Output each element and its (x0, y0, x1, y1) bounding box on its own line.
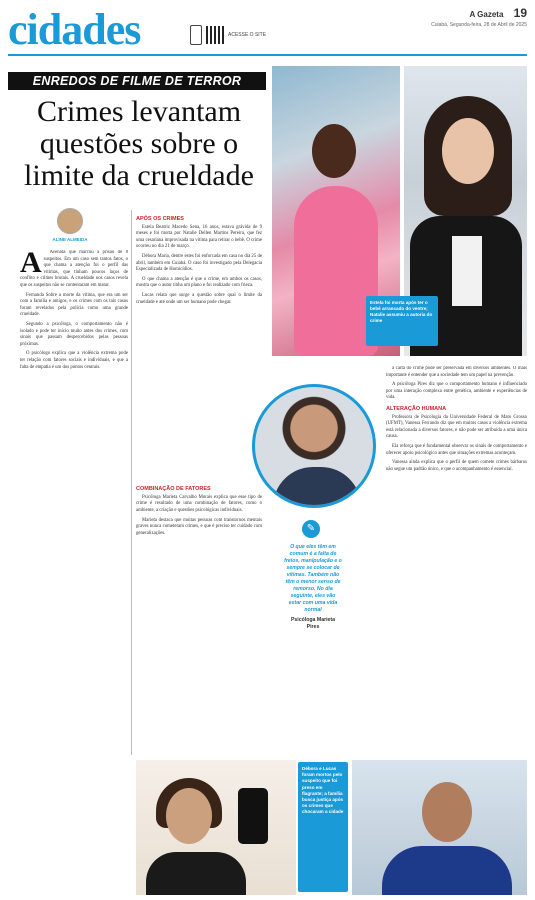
author-name: ALINE ALMEIDA (52, 237, 88, 242)
col1-p1: Avenida que marcou a prisão de 8 suspeitos. Em um caso sem tantos fatos, o que chama a atenção foi o perfil das vítimas, que tinham poucos laços de conflito e crimes brutais. A crueldade nos casos revela que os suspeitos não se contentaram em matar. (20, 250, 128, 288)
headline: Crimes levantam questões sobre o limite da crueldade (24, 95, 254, 192)
photo-figure-shirt (146, 852, 246, 895)
subhead-1: APÓS OS CRIMES (136, 216, 184, 222)
column-divider (131, 210, 132, 755)
col1-p4: O psicólogo explica que a violência extrema pode ter relação com fatores sociais e individuais, e que a falta de empatia é um dos pontos centrais. (20, 351, 128, 370)
col2-p2: Débora Maria, dentre estes foi enforcada em casa no dia 25 de abril, também em Cuiabá. O caso foi investigado pela Delegacia Especializada de Homicídios. (136, 253, 262, 273)
portrait-shirt (273, 467, 361, 508)
pull-quote (284, 544, 342, 631)
col1-p2: Fernanda Sobre a morte da vítima, que era um ser com a família e amigos, e os crimes com os tais casos foram revelados pela polícia como uma grande crueldade. (20, 292, 128, 318)
kicker: ENREDOS DE FILME DE TERROR (8, 72, 266, 90)
dropcap: A (20, 250, 42, 279)
col2-p5: Psicóloga Marieta Carvalho Morais explica que esse tipo de crime é resultado de uma combinação de fatores, como o ambiente, a criação e questões psicológicas individuais. (136, 494, 262, 513)
photo-figure-face (442, 118, 494, 184)
section-title: cidades (8, 5, 141, 54)
col1-p3: Segundo a psicóloga, o comportamento não é isolado e pode ter início muito antes dos crimes, com sinais que passam despercebidos pelas pessoas próximas. (20, 321, 128, 347)
header-meta (431, 6, 527, 28)
col3-p1: a carta do crime pode ser preservada em diversos ambientes. O mais importante é entender que a sociedade tem um papel na prevenção. (386, 366, 527, 378)
photo-caption-top: Estela foi morta após ter o bebê arrancado do ventre; Natalie assumiu a autoria do crime (366, 296, 438, 346)
column-2 (136, 212, 262, 757)
phone-icon (190, 25, 202, 45)
subhead-2: COMBINAÇÃO DE FATORES (136, 486, 211, 493)
photo-figure-face (166, 788, 212, 844)
promo-label: ACESSE O SITE (228, 32, 267, 38)
quote-attribution: Psicóloga Marieta Pires (290, 617, 336, 630)
header-rule (8, 54, 527, 56)
avatar (57, 208, 83, 234)
col2-p1: Estela Beatriz Macedo Sena, 16 anos, estava grávida de 9 meses e foi morta por Natalie Dellen Martins Pereira, que fez uma cesariana improvisada na vítima para retirar o bebê. O crime ocorreu no dia 21 de março. (136, 224, 262, 250)
col2-p3: O que chama a atenção é que o crime, em ambos os casos, mostra que o autor tinha um plano e foi realizado com frieza. (136, 276, 262, 289)
subhead-3: ALTERAÇÃO HUMANA (386, 405, 447, 412)
col3-p5: Vanessa ainda explica que o perfil de quem comete crimes bárbaros não segue um padrão único, e que o acompanhamento é essencial. (386, 460, 527, 472)
col3-p3: Professora de Psicologia da Universidade Federal de Mato Grosso (UFMT), Vanessa Ferrando diz que em muitos casos a violência extrema está relacionada a diversos fatores, e não pode ser atribuída a uma única causa. (386, 414, 527, 440)
photo-figure-collar (452, 236, 482, 306)
publication-logo: A Gazeta (469, 10, 504, 19)
col3-p2: A psicóloga Pires diz que o comportamento humano é influenciado por uma interação complexa entre genética, ambiente e experiências de vida. (386, 382, 527, 401)
quote-icon: ✎ (302, 520, 320, 538)
page-number: 19 (513, 6, 527, 20)
qr-code-icon (206, 26, 224, 44)
site-promo[interactable] (190, 24, 320, 46)
col2-p6: Marieta destaca que muitas pessoas com transtornos mentais graves nunca cometeram crimes, e que é preciso ter cuidado com generalizações. (136, 517, 262, 536)
phone-icon (238, 788, 268, 844)
column-1 (20, 250, 128, 750)
photo-woman-selfie (136, 760, 296, 895)
col2-p4: Lucas relata que surge a questão sobre qual o limite da crueldade e até onde um ser humano pode chegar. (136, 292, 262, 305)
date-line: Cuiabá, Segunda-feira, 28 de Abril de 2025 (431, 22, 527, 28)
photo-man-smiling (352, 760, 527, 895)
column-3 (386, 366, 527, 751)
photo-figure-head (312, 124, 356, 178)
col3-p4: Ela reforça que é fundamental observar os sinais de comportamento e oferecer apoio psicológico antes que situações extremas aconteçam. (386, 443, 527, 456)
byline (40, 208, 100, 242)
photo-caption-bottom: Débora e Lucas foram mortos pelo suspeito que foi preso em flagrante; a família busca justiça após os crimes que chocaram a cidade (298, 762, 348, 892)
photo-figure-shirt (382, 846, 512, 895)
quote-text: O que eles têm em comum é a falta de freios, manipulação e o sempre se colocar de vítimas. Também não têm o menor senso de remorso. No dia seguinte, eles vão estar com uma vida normal (284, 544, 342, 613)
photo-figure-face (422, 782, 472, 842)
portrait-circle (252, 384, 376, 508)
